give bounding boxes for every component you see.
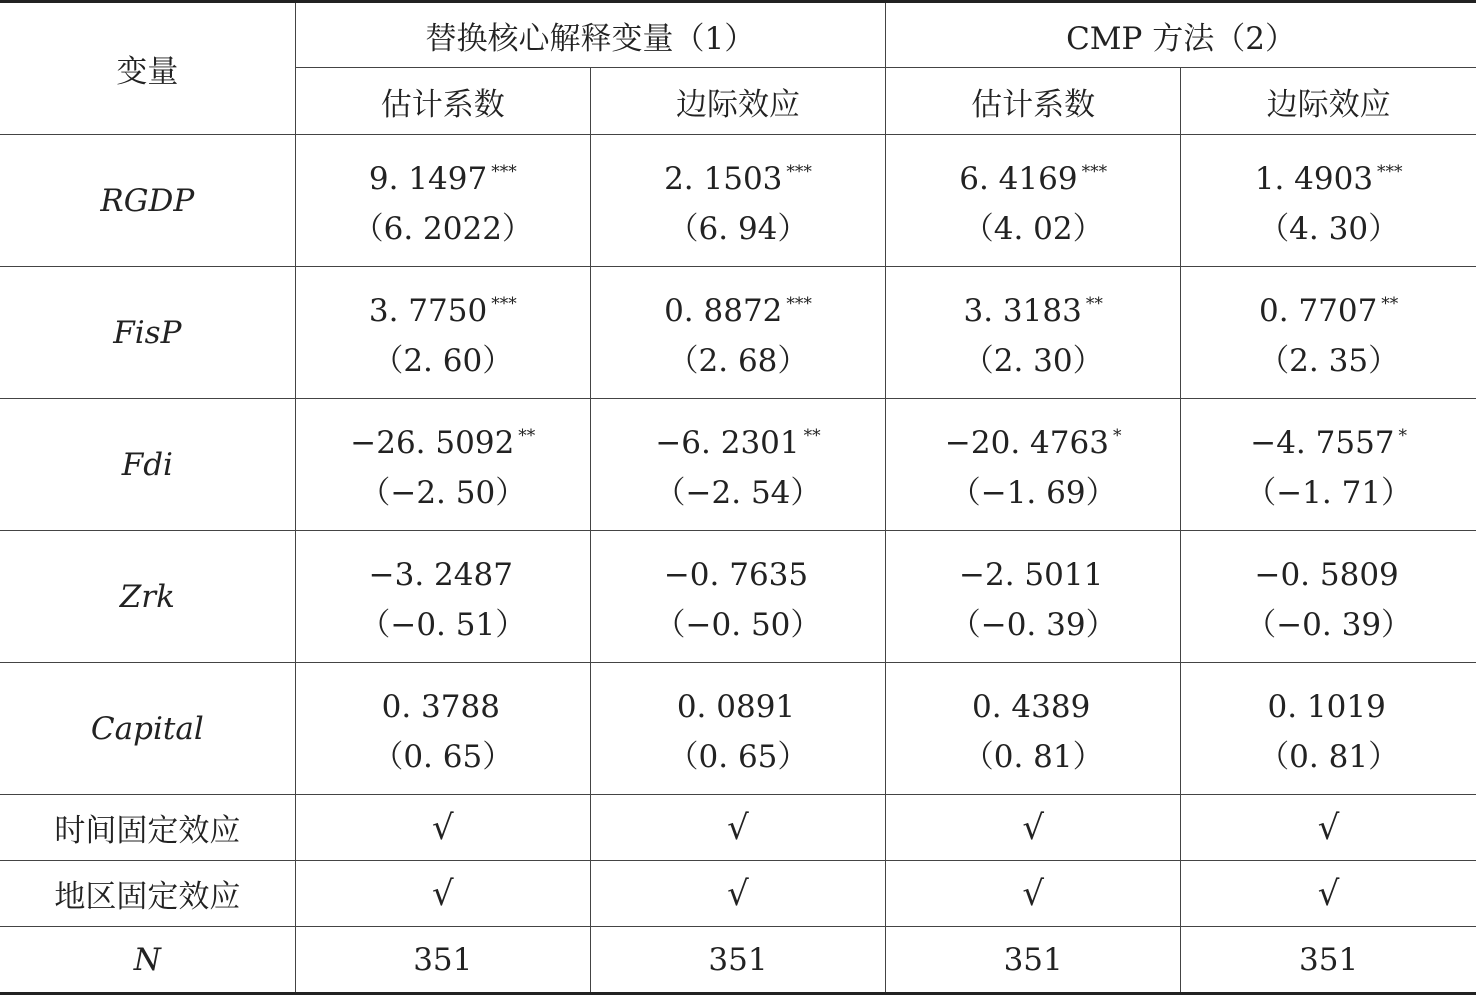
t-statistic: （−0. 50） [654,607,822,643]
table-cell [886,267,1181,399]
table-cell [590,531,885,663]
significance-stars: ** [518,426,536,446]
table-body [0,135,1476,994]
t-statistic: （−1. 69） [949,475,1117,511]
region-fixed-effect-row [0,861,1476,927]
t-statistic: （0. 81） [1258,739,1400,775]
coefficient: −6. 2301 [655,425,800,461]
observations-value: 351 [1181,927,1476,994]
table-row [0,531,1476,663]
table-cell [295,267,590,399]
check-icon: √ [590,861,885,927]
group-header-1: 替换核心解释变量（1） [295,2,885,68]
check-icon: √ [886,861,1181,927]
coefficient: 0. 7707 [1258,293,1378,329]
table-cell [590,663,885,795]
check-icon: √ [295,861,590,927]
t-statistic: （−1. 71） [1245,475,1413,511]
coefficient: 0. 1019 [1267,689,1386,725]
variable-name: Zrk [0,531,295,663]
table-cell [1181,135,1476,267]
observations-label: N [0,927,295,994]
table-cell [1181,531,1476,663]
variable-name: Fdi [0,399,295,531]
check-icon: √ [590,795,885,861]
table-cell [295,135,590,267]
significance-stars: *** [1081,162,1108,182]
t-statistic: （6. 2022） [352,211,533,247]
significance-stars: ** [1085,294,1103,314]
significance-stars: * [1112,426,1122,446]
table-cell [886,663,1181,795]
table-cell [886,135,1181,267]
coefficient: 3. 7750 [368,293,488,329]
variable-header: 变量 [0,2,295,135]
table-cell [1181,663,1476,795]
t-statistic: （0. 65） [667,739,809,775]
significance-stars: *** [491,294,517,314]
table-row [0,663,1476,795]
subheader-estimate-2: 估计系数 [886,68,1181,135]
table-cell [590,267,885,399]
t-statistic: （6. 94） [667,211,809,247]
coefficient: 0. 3788 [381,689,500,725]
significance-stars: *** [1377,162,1403,182]
coefficient: 2. 1503 [664,161,783,197]
significance-stars: ** [1381,294,1399,314]
table-cell [295,663,590,795]
table-row [0,135,1476,267]
subheader-estimate-1: 估计系数 [295,68,590,135]
t-statistic: （2. 68） [667,343,809,379]
variable-name: Capital [0,663,295,795]
observations-value: 351 [295,927,590,994]
coefficient: −3. 2487 [368,557,513,593]
coefficient: −4. 7557 [1250,425,1395,461]
coefficient: −26. 5092 [350,425,515,461]
t-statistic: （2. 60） [372,343,514,379]
coefficient: 6. 4169 [959,161,1078,197]
time-fixed-effect-row [0,795,1476,861]
subheader-marginal-1: 边际效应 [590,68,885,135]
check-icon: √ [1181,861,1476,927]
coefficient: −20. 4763 [944,425,1109,461]
t-statistic: （−0. 39） [1245,607,1413,643]
significance-stars: * [1398,426,1408,446]
significance-stars: *** [786,162,812,182]
t-statistic: （4. 02） [962,211,1104,247]
significance-stars: *** [786,294,812,314]
observations-value: 351 [886,927,1181,994]
coefficient: 0. 8872 [664,293,783,329]
group-header-2: CMP 方法（2） [886,2,1476,68]
table-cell [590,135,885,267]
t-statistic: （2. 35） [1258,343,1400,379]
table-cell [295,399,590,531]
table-cell [886,399,1181,531]
table-cell [886,531,1181,663]
coefficient: 0. 4389 [972,689,1091,725]
coefficient: −0. 5809 [1254,557,1399,593]
table-cell [295,531,590,663]
coefficient: −2. 5011 [959,557,1104,593]
coefficient: −0. 7635 [663,557,809,593]
table-cell [1181,267,1476,399]
fixed-effect-label: 地区固定效应 [0,861,295,927]
subheader-marginal-2: 边际效应 [1181,68,1476,135]
check-icon: √ [886,795,1181,861]
fixed-effect-label: 时间固定效应 [0,795,295,861]
variable-name: RGDP [0,135,295,267]
t-statistic: （−0. 39） [949,607,1117,643]
t-statistic: （0. 81） [962,739,1104,775]
coefficient: 1. 4903 [1254,161,1374,197]
coefficient: 3. 3183 [963,293,1082,329]
observations-value: 351 [590,927,885,994]
significance-stars: *** [491,162,517,182]
t-statistic: （4. 30） [1258,211,1400,247]
table-cell [1181,399,1476,531]
table-cell [590,399,885,531]
check-icon: √ [1181,795,1476,861]
t-statistic: （−2. 50） [359,475,527,511]
t-statistic: （−2. 54） [654,475,822,511]
coefficient: 9. 1497 [368,161,488,197]
t-statistic: （2. 30） [962,343,1104,379]
observations-row [0,927,1476,994]
table-row [0,399,1476,531]
t-statistic: （−0. 51） [359,607,527,643]
significance-stars: ** [803,426,821,446]
table-row [0,267,1476,399]
t-statistic: （0. 65） [372,739,514,775]
check-icon: √ [295,795,590,861]
variable-name: FisP [0,267,295,399]
coefficient: 0. 0891 [676,689,796,725]
